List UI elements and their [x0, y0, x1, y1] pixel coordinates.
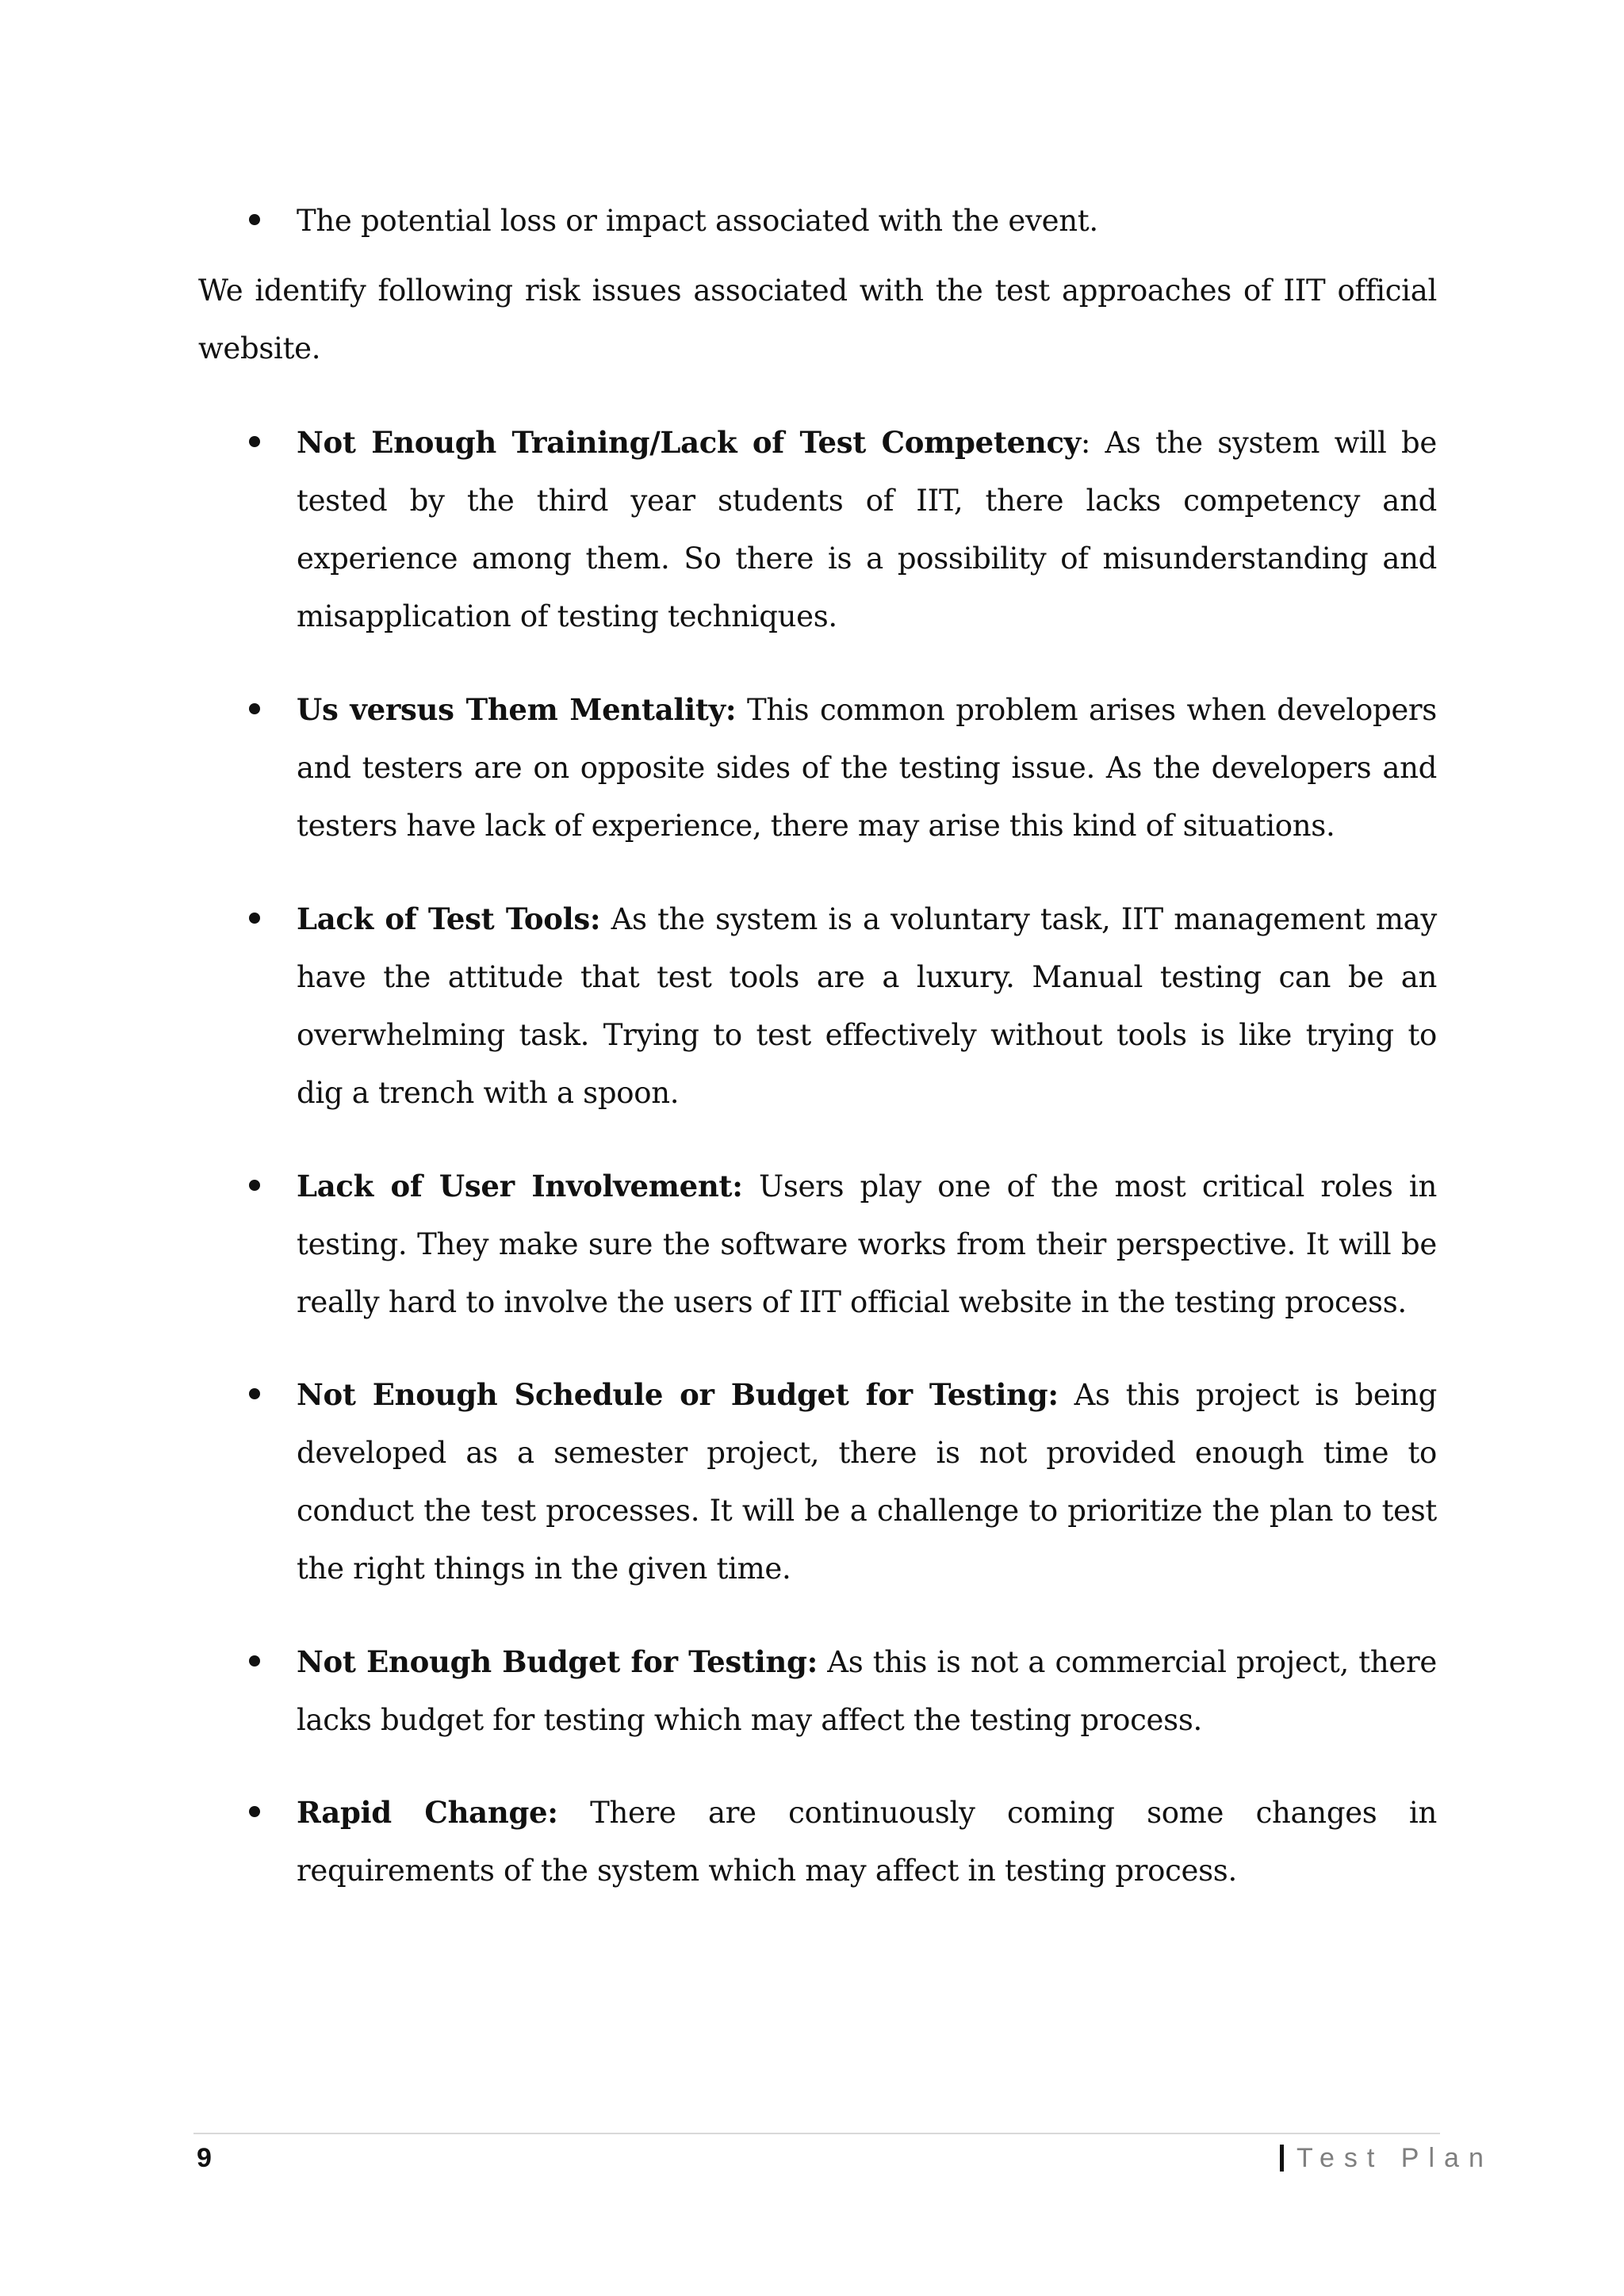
- risk-title: Not Enough Training/Lack of Test Competency: [297, 425, 1081, 460]
- footer-title-group: [1280, 2136, 1493, 2180]
- risk-item-us-vs-them: [297, 681, 1437, 855]
- risk-description: This common problem arises when developers and testers are on opposite sides of the testing issue. As the developers and testers have lack of experience, there may arise this kind of situations.: [297, 693, 1437, 843]
- intro-bullet-text: The potential loss or impact associated with the event.: [297, 204, 1098, 238]
- footer-divider: [193, 2133, 1440, 2134]
- bullet-dot: [249, 214, 260, 225]
- risk-item-test-tools: [297, 890, 1437, 1122]
- intro-bullet-item: [297, 192, 1437, 250]
- risk-description: Users play one of the most critical roles in testing. They make sure the software works from their perspective. It will be really hard to involve the users of IIT official website in the testing process.: [297, 1169, 1437, 1319]
- page-number: 9: [197, 2143, 212, 2173]
- risk-item-rapid-change: [297, 1784, 1437, 1900]
- risk-title: Lack of Test Tools:: [297, 901, 601, 936]
- risk-description: : As the system will be tested by the third year students of IIT, there lacks competency and experience among them. So there is a possibility of misunderstanding and misapplication of testing techniques.: [297, 426, 1437, 633]
- risk-item-schedule-budget: [297, 1366, 1437, 1598]
- risk-item-training: [297, 414, 1437, 645]
- risk-description: As the system is a voluntary task, IIT management may have the attitude that test tools are a luxury. Manual testing can be an overwhelming task. Trying to test effectively without tools is like trying to dig a trench with a spoon.: [297, 902, 1437, 1110]
- bullet-dot: [249, 436, 260, 447]
- risk-title: Not Enough Budget for Testing:: [297, 1644, 818, 1679]
- intro-paragraph: We identify following risk issues associated with the test approaches of IIT official website.: [198, 274, 1437, 365]
- risk-description: As this is not a commercial project, there lacks budget for testing which may affect the testing process.: [297, 1645, 1437, 1737]
- risk-description: As this project is being developed as a semester project, there is not provided enough time to conduct the test processes. It will be a challenge to prioritize the plan to test the right things in the given time.: [297, 1378, 1437, 1586]
- bullet-dot: [249, 1388, 260, 1399]
- risk-description: There are continuously coming some changes in requirements of the system which may affect in testing process.: [297, 1796, 1437, 1888]
- bullet-dot: [249, 1806, 260, 1817]
- bullet-dot: [249, 1180, 260, 1191]
- risk-title: Lack of User Involvement:: [297, 1169, 743, 1203]
- risk-title: Us versus Them Mentality:: [297, 692, 737, 727]
- bullet-dot: [249, 1655, 260, 1667]
- bullet-dot: [249, 703, 260, 714]
- bullet-dot: [249, 913, 260, 924]
- footer-separator-bar: [1280, 2145, 1284, 2172]
- risk-title: Rapid Change:: [297, 1795, 558, 1830]
- risk-item-user-involvement: [297, 1158, 1437, 1331]
- footer-document-title: Test Plan: [1297, 2142, 1493, 2173]
- risk-item-budget: [297, 1633, 1437, 1749]
- risk-title: Not Enough Schedule or Budget for Testing:: [297, 1377, 1059, 1412]
